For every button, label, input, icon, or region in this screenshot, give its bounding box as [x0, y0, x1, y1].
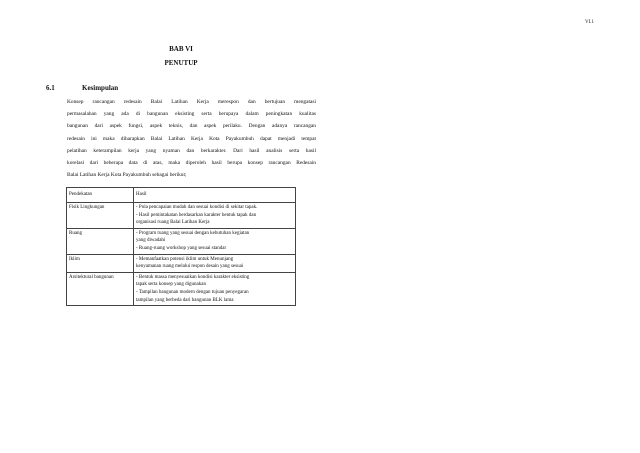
- column-header-pendekatan: Pendekatan: [67, 188, 134, 203]
- hasil-line: kenyamanan ruang melalui respon desain yang sesuai: [136, 264, 244, 270]
- paragraph-line: Balai Latihan Kerja Kota Payakumbuh sebagai berikut;: [67, 172, 187, 179]
- paragraph-line: bangunan dari aspek fungsi, aspek teknis, dan aspek perilaku. Dengan adanya rancangan: [67, 123, 316, 130]
- section-number: 6.1: [46, 84, 55, 92]
- table-header-row: [67, 188, 296, 203]
- hasil-line: - Program ruang yang sesuai dengan kebutuhan kegiatan: [136, 230, 250, 236]
- table-row: [67, 203, 296, 229]
- hasil-line: tapak serta konsep yang digunakan: [136, 282, 206, 288]
- hasil-line: - Tampilan bangunan modern dengan tujuan penyegaran: [136, 289, 249, 295]
- chapter-title: PENUTUP: [164, 59, 198, 67]
- section-title: Kesimpulan: [82, 84, 119, 92]
- paragraph-line: permasalahan yang ada di bangunan eksisting serta berupaya dalam peningkatan kualitas: [67, 111, 316, 118]
- paragraph-line: korelasi dari beberapa data di atas, maka diperoleh hasil berupa konsep rancangan Redesain: [67, 160, 316, 167]
- cell-pendekatan: Iklim: [67, 254, 134, 272]
- cell-hasil: [134, 254, 296, 272]
- cell-pendekatan: Ruang: [67, 228, 134, 254]
- column-header-hasil: Hasil: [134, 188, 296, 203]
- hasil-line: - Pola pencapaian mudah dan sesuai kondisi di sekitar tapak.: [136, 205, 258, 210]
- table-row: [67, 228, 296, 254]
- table-row: [67, 254, 296, 272]
- hasil-line: tampilan yang berbeda dari bangunan BLK lama: [136, 297, 234, 303]
- cell-hasil: [134, 203, 296, 229]
- hasil-line: - Hasil pemintakatan berdasarkan karakter bentuk tapak dan: [136, 212, 257, 218]
- section-heading: [46, 84, 118, 92]
- paragraph-line: Konsep rancangan redesain Balai Latihan Kerja merespon dan bertujuan mengatasi: [67, 99, 316, 105]
- hasil-line: - Ruang-ruang workshop yang sesuai standar: [136, 245, 227, 251]
- conclusion-paragraph: [67, 96, 316, 181]
- hasil-line: organisasi ruang Balai Latihan Kerja: [136, 220, 210, 226]
- hasil-line: - Memanfaatkan potensi iklim untuk Menunjang: [136, 256, 234, 262]
- cell-hasil: [134, 272, 296, 305]
- table-row: [67, 272, 296, 305]
- page-number: VI.1: [584, 20, 594, 25]
- cell-pendekatan: Fisik Lingkungan: [67, 203, 134, 229]
- concept-summary-table: [66, 187, 296, 306]
- cell-hasil: [134, 228, 296, 254]
- paragraph-line: pelatihan keterampilan kerja yang nyaman dan berkarakter. Dari hasil analisis serta hasil: [67, 147, 316, 154]
- cell-pendekatan: Arsitektural bangunan: [67, 272, 134, 305]
- hasil-line: yang diwadahi: [136, 238, 166, 244]
- hasil-line: - Bentuk massa menyesuaikan kondisi karakter eksisting: [136, 274, 250, 280]
- paragraph-line: redesain ini maka diharapkan Balai Latihan Kerja Kota Payakumbuh dapat menjadi tempat: [67, 135, 316, 142]
- chapter-number: BAB VI: [169, 45, 193, 53]
